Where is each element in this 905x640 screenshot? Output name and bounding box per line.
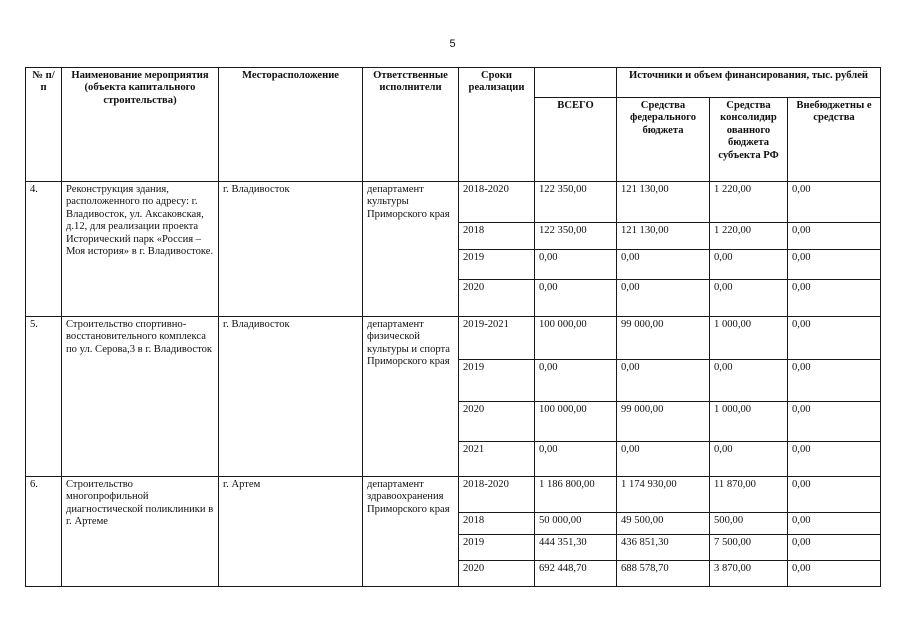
row-total: 0,00: [535, 280, 617, 317]
row-extrabudget: 0,00: [788, 280, 881, 317]
row-federal: 0,00: [617, 280, 710, 317]
row-federal: 121 130,00: [617, 182, 710, 223]
row-extrabudget: 0,00: [788, 223, 881, 250]
row-consolidated: 1 220,00: [710, 223, 788, 250]
header-terms: Сроки реализации: [459, 68, 535, 182]
row-consolidated: 3 870,00: [710, 561, 788, 587]
row-period: 2018: [459, 223, 535, 250]
row-federal: 0,00: [617, 442, 710, 477]
header-responsible: Ответственные исполнители: [363, 68, 459, 182]
row-federal: 436 851,30: [617, 535, 710, 561]
header-total: ВСЕГО: [535, 98, 617, 182]
table-row: [26, 317, 881, 360]
row-period: 2019-2021: [459, 317, 535, 360]
table-header: [26, 68, 881, 182]
funding-table: [25, 67, 881, 587]
row-extrabudget: 0,00: [788, 442, 881, 477]
project-location: г. Владивосток: [219, 317, 363, 477]
row-total: 444 351,30: [535, 535, 617, 561]
row-total: 0,00: [535, 442, 617, 477]
row-consolidated: 0,00: [710, 250, 788, 280]
row-federal: 49 500,00: [617, 513, 710, 535]
project-no: 6.: [26, 477, 62, 587]
row-total: 50 000,00: [535, 513, 617, 535]
header-blank-cell: [535, 68, 617, 98]
row-period: 2018: [459, 513, 535, 535]
project-location: г. Владивосток: [219, 182, 363, 317]
row-consolidated: 0,00: [710, 442, 788, 477]
row-total: 0,00: [535, 250, 617, 280]
row-extrabudget: 0,00: [788, 561, 881, 587]
row-consolidated: 0,00: [710, 360, 788, 402]
row-federal: 0,00: [617, 360, 710, 402]
row-period: 2019: [459, 250, 535, 280]
header-funding-group: Источники и объем финансирования, тыс. рублей: [617, 68, 881, 98]
row-extrabudget: 0,00: [788, 250, 881, 280]
row-consolidated: 11 870,00: [710, 477, 788, 513]
project-name: Строительство многопрофильной диагностической поликлиники в г. Артеме: [62, 477, 219, 587]
row-federal: 688 578,70: [617, 561, 710, 587]
project-no: 4.: [26, 182, 62, 317]
row-consolidated: 7 500,00: [710, 535, 788, 561]
header-consolidated: Средства консолидир ованного бюджета субъекта РФ: [710, 98, 788, 182]
row-total: 100 000,00: [535, 317, 617, 360]
row-total: 122 350,00: [535, 182, 617, 223]
row-federal: 99 000,00: [617, 317, 710, 360]
row-consolidated: 0,00: [710, 280, 788, 317]
row-period: 2019: [459, 535, 535, 561]
project-responsible: департамент культуры Приморского края: [363, 182, 459, 317]
row-federal: 0,00: [617, 250, 710, 280]
table-body: [26, 182, 881, 587]
page-number: 5: [449, 38, 456, 50]
project-no: 5.: [26, 317, 62, 477]
row-total: 122 350,00: [535, 223, 617, 250]
project-name: Строительство спортивно-восстановительного комплекса по ул. Серова,3 в г. Владивосток: [62, 317, 219, 477]
row-consolidated: 1 000,00: [710, 402, 788, 442]
project-location: г. Артем: [219, 477, 363, 587]
row-federal: 1 174 930,00: [617, 477, 710, 513]
project-name: Реконструкция здания, расположенного по адресу: г. Владивосток, ул. Аксаковская, д.12, для реализации проекта Исторический парк «Россия – Моя история» в г. Владивостоке.: [62, 182, 219, 317]
header-no: № п/п: [26, 68, 62, 182]
row-extrabudget: 0,00: [788, 477, 881, 513]
row-federal: 121 130,00: [617, 223, 710, 250]
project-responsible: департамент физической культуры и спорта Приморского края: [363, 317, 459, 477]
table-row: [26, 477, 881, 513]
row-federal: 99 000,00: [617, 402, 710, 442]
row-period: 2018-2020: [459, 477, 535, 513]
header-location: Месторасположение: [219, 68, 363, 182]
row-extrabudget: 0,00: [788, 182, 881, 223]
row-extrabudget: 0,00: [788, 317, 881, 360]
row-period: 2020: [459, 561, 535, 587]
row-period: 2019: [459, 360, 535, 402]
row-total: 0,00: [535, 360, 617, 402]
row-extrabudget: 0,00: [788, 535, 881, 561]
header-federal: Средства федерального бюджета: [617, 98, 710, 182]
row-extrabudget: 0,00: [788, 402, 881, 442]
header-name: Наименование мероприятия (объекта капитального строительства): [62, 68, 219, 182]
row-period: 2021: [459, 442, 535, 477]
header-extrabudget: Внебюджетны е средства: [788, 98, 881, 182]
row-extrabudget: 0,00: [788, 360, 881, 402]
row-period: 2018-2020: [459, 182, 535, 223]
row-consolidated: 1 220,00: [710, 182, 788, 223]
row-total: 100 000,00: [535, 402, 617, 442]
row-total: 1 186 800,00: [535, 477, 617, 513]
row-total: 692 448,70: [535, 561, 617, 587]
row-period: 2020: [459, 280, 535, 317]
row-consolidated: 1 000,00: [710, 317, 788, 360]
project-responsible: департамент здравоохранения Приморского края: [363, 477, 459, 587]
row-period: 2020: [459, 402, 535, 442]
table-row: [26, 182, 881, 223]
row-consolidated: 500,00: [710, 513, 788, 535]
row-extrabudget: 0,00: [788, 513, 881, 535]
